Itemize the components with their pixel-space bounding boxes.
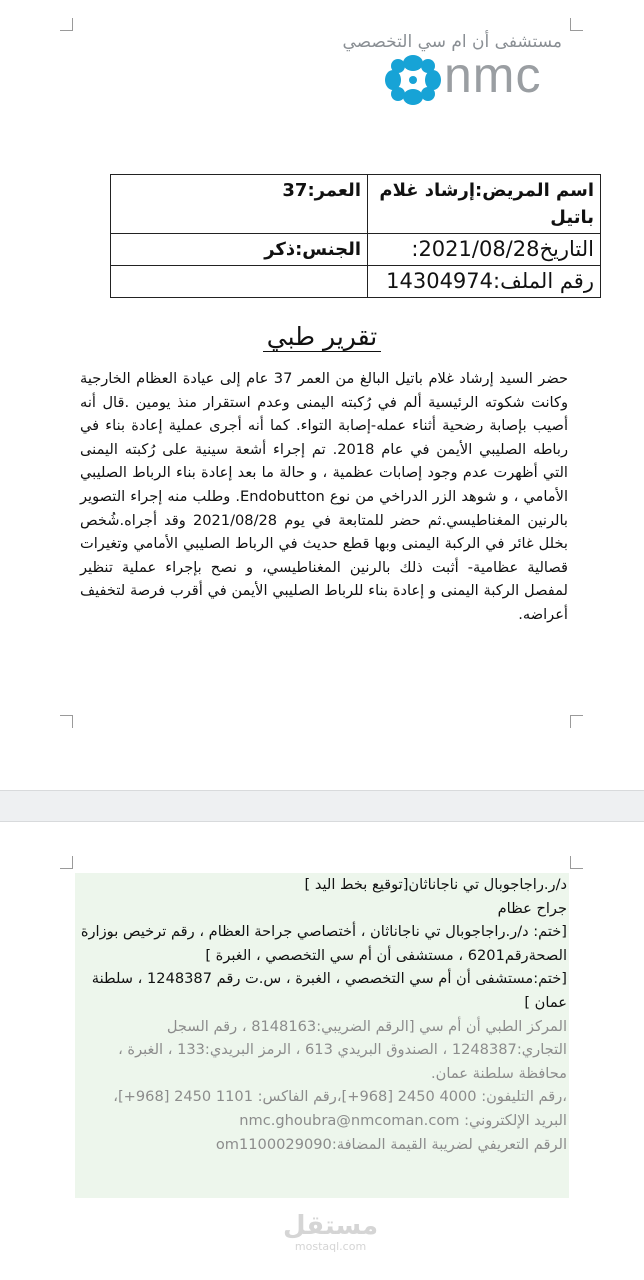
nmc-logo-text: nmc: [444, 47, 542, 103]
watermark-arabic: مستقل: [283, 1211, 379, 1241]
patient-age: العمر:37: [111, 175, 368, 234]
doctor-stamp: [ختم: د/ر.راجاجوبال تي ناجاناثان ، أختصاصي جراحة العظام ، رقم ترخيص بوزارة الصحةرقم6201 ، مستشفى أن أم سي التخصصي ، الغبرة ]: [80, 923, 567, 964]
crop-mark: [570, 856, 583, 869]
signature-block: [75, 873, 569, 1198]
hospital-stamp: [ختم:مستشفى أن أم سي التخصصي ، الغبرة ، س.ت رقم 1248387 ، سلطنة عمان ]: [91, 970, 567, 1011]
crop-mark: [570, 715, 583, 728]
crop-mark: [60, 856, 73, 869]
page-separator: [0, 790, 644, 822]
report-body: حضر السيد إرشاد غلام باتيل البالغ من العمر 37 عام إلى عيادة العظام الخارجية وكانت شكوته الرئيسية ألم في رُكبته اليمنى وعدم استقرار منذ يومين .قال أنه أصيب بإصابة رضحية أثناء عمله-إصابة التواء. كما أنه أجرى عملية إعادة بناء في رباطه الصليبي الأيمن في عام 2018. تم إجراء أشعة سينية على رُكبته اليمنى التي أظهرت عدم وجود إصابات عظمية ، و حالة ما بعد إعادة بناء الرباط الصليبي الأمامي ، و شوهد الزر الدراخي من نوع Endobutton. وطلب منه إجراء التصوير بالرنين المغناطيسي.ثم حضر للمتابعة في يوم 2021/08/28 وقد أجراه.شُخص بخلل غائر في الركبة اليمنى وبها قطع حديث في الرباط الصليبي الأمامي وتغيرات قصالية عظامية- أثبت ذلك بالرنين المغناطيسي، و نصح بإجراء عملية تنظير لمفصل الركبة اليمنى و إعادة بناء للرباط الصليبي الأيمن في أقرب فرصة لتخفيف أعراضه.: [80, 370, 568, 623]
contact-email: البريد الإلكتروني: nmc.ghoubra@nmcoman.com: [239, 1111, 567, 1129]
patient-name: اسم المريض:إرشاد غلام باتيل: [368, 175, 601, 234]
watermark-latin: mostaql.com: [294, 1240, 367, 1253]
center-info: المركز الطبي أن أم سي [الرقم الضريبي:8148163 ، رقم السجل التجاري:1248387 ، الصندوق البريدي 613 ، الرمز البريدي:133 ، الغبرة ، محافظة سلطنة عمان.: [118, 1017, 567, 1082]
nmc-flower-icon: [384, 54, 442, 106]
file-number: رقم الملف:14304974: [368, 266, 601, 298]
hospital-name-arabic: مستشفى أن ام سي التخصصي: [342, 32, 562, 52]
crop-mark: [60, 18, 73, 31]
report-title: [0, 322, 644, 351]
watermark: [283, 1212, 378, 1254]
report-title-text: تقرير طبي: [263, 322, 381, 352]
patient-gender: الجنس:ذكر: [111, 234, 368, 266]
report-date: التاريخ2021/08/28:: [368, 234, 601, 266]
crop-mark: [60, 715, 73, 728]
vat-number: الرقم التعريفي لضريبة القيمة المضافة:om1100029090: [215, 1135, 567, 1153]
nmc-logo: [384, 47, 574, 106]
patient-info-table: [110, 174, 601, 298]
contact-phones: ،رقم التليفون: 4000 2450 [968+]،رقم الفاكس: 1101 2450 [968+]،: [113, 1088, 567, 1106]
empty-cell: [111, 266, 368, 298]
doctor-signature-line: د/ر.راجاجوبال تي ناجاناثان[توقيع بخط اليد ]: [304, 876, 567, 893]
doctor-role: جراح عظام: [497, 899, 567, 917]
crop-mark: [570, 18, 583, 31]
